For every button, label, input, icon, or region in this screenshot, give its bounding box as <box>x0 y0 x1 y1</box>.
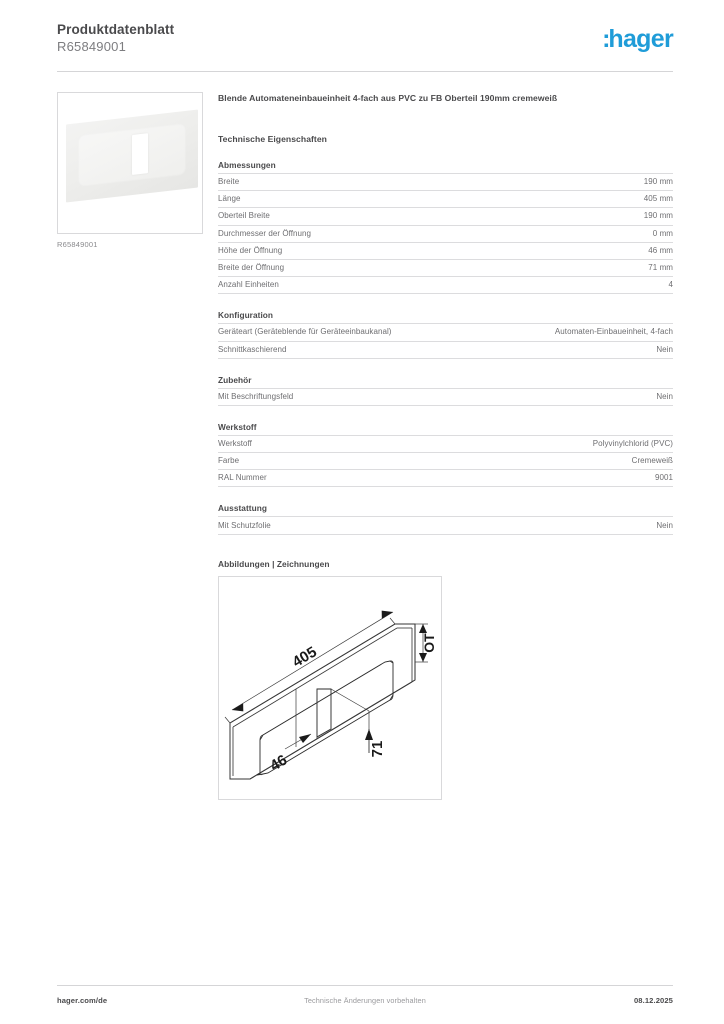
spec-group-title: Konfiguration <box>218 310 274 321</box>
header-divider <box>57 71 673 72</box>
spec-value: 46 mm <box>648 245 673 255</box>
product-name: Blende Automateneinbaueinheit 4-fach aus PVC zu FB Oberteil 190mm cremeweiß <box>218 93 558 103</box>
spec-key: Geräteart (Geräteblende für Geräteeinbaukanal) <box>218 327 392 337</box>
dimension-label-71: 71 <box>369 740 386 757</box>
spec-value: 4 <box>668 280 673 290</box>
spec-group-title: Werkstoff <box>218 421 257 432</box>
spec-key: Oberteil Breite <box>218 211 270 221</box>
spec-value: 71 mm <box>648 263 673 273</box>
table-row <box>218 225 673 242</box>
table-row <box>218 259 673 276</box>
spec-group-title: Zubehör <box>218 374 252 385</box>
page-footer <box>57 996 673 1010</box>
table-row <box>218 324 673 341</box>
header-titles <box>57 22 174 55</box>
dimension-label-46: 46 <box>267 751 291 775</box>
spec-value: Nein <box>656 391 673 401</box>
spec-key: RAL Nummer <box>218 473 267 483</box>
spec-table <box>218 435 673 488</box>
technical-drawing <box>218 576 442 800</box>
spec-table <box>218 516 673 534</box>
footer-website[interactable]: hager.com/de <box>57 996 108 1005</box>
page-header <box>57 22 673 55</box>
spec-group <box>218 375 673 406</box>
footer-date: 08.12.2025 <box>633 996 673 1005</box>
document-reference: R65849001 <box>57 39 127 54</box>
table-row <box>218 453 673 470</box>
table-row <box>218 277 673 294</box>
logo-wordmark: hager <box>608 25 673 53</box>
spec-group <box>218 160 673 294</box>
spec-value: Cremeweiß <box>631 456 673 466</box>
product-image-caption: R65849001 <box>57 240 98 249</box>
spec-key: Höhe der Öffnung <box>218 245 283 255</box>
table-row <box>218 341 673 358</box>
spec-value: Polyvinylchlorid (PVC) <box>592 438 673 448</box>
technical-properties-heading: Technische Eigenschaften <box>218 134 327 144</box>
spec-key: Schnittkaschierend <box>218 344 287 354</box>
spec-key: Werkstoff <box>218 438 252 448</box>
spec-value: 190 mm <box>643 211 673 221</box>
spec-group <box>218 310 673 358</box>
specifications-content <box>218 92 673 800</box>
product-image-render <box>58 93 202 233</box>
spec-value: 9001 <box>655 473 673 483</box>
hager-logo <box>602 26 673 52</box>
footer-divider <box>57 985 673 986</box>
spec-value: Nein <box>656 520 673 530</box>
spec-group <box>218 422 673 488</box>
table-row <box>218 242 673 259</box>
table-row <box>218 208 673 225</box>
table-row <box>218 517 673 534</box>
page-title: Produktdatenblatt <box>57 22 175 37</box>
spec-group-title: Ausstattung <box>218 503 267 514</box>
dimension-label-ot: OT <box>421 632 437 653</box>
spec-table <box>218 388 673 406</box>
footer-disclaimer: Technische Änderungen vorbehalten <box>304 996 426 1005</box>
spec-key: Anzahl Einheiten <box>218 280 279 290</box>
technical-drawing-svg <box>219 577 441 799</box>
dimension-label-405: 405 <box>289 643 320 671</box>
spec-key: Breite <box>218 177 240 187</box>
spec-table <box>218 173 673 294</box>
spec-table <box>218 323 673 358</box>
spec-group-title: Abmessungen <box>218 160 276 170</box>
product-image <box>57 92 203 234</box>
table-row <box>218 470 673 487</box>
drawings-heading: Abbildungen | Zeichnungen <box>218 558 330 569</box>
spec-key: Mit Schutzfolie <box>218 520 271 530</box>
product-plate-opening <box>132 133 148 175</box>
spec-key: Farbe <box>218 456 240 466</box>
spec-key: Breite der Öffnung <box>218 263 285 273</box>
spec-key: Länge <box>218 194 241 204</box>
logo-colon-mark: : <box>602 25 609 53</box>
spec-group <box>218 503 673 534</box>
spec-groups <box>218 160 673 535</box>
spec-value: 190 mm <box>643 177 673 187</box>
product-plate-recess <box>78 123 186 187</box>
product-plate-body <box>66 109 198 202</box>
table-row <box>218 388 673 405</box>
table-row <box>218 191 673 208</box>
spec-value: Automaten-Einbaueinheit, 4-fach <box>554 327 673 337</box>
spec-key: Durchmesser der Öffnung <box>218 228 312 238</box>
table-row <box>218 174 673 191</box>
spec-key: Mit Beschriftungsfeld <box>218 391 294 401</box>
table-row <box>218 435 673 452</box>
spec-value: 405 mm <box>643 194 673 204</box>
spec-value: 0 mm <box>652 228 673 238</box>
spec-value: Nein <box>656 344 673 354</box>
